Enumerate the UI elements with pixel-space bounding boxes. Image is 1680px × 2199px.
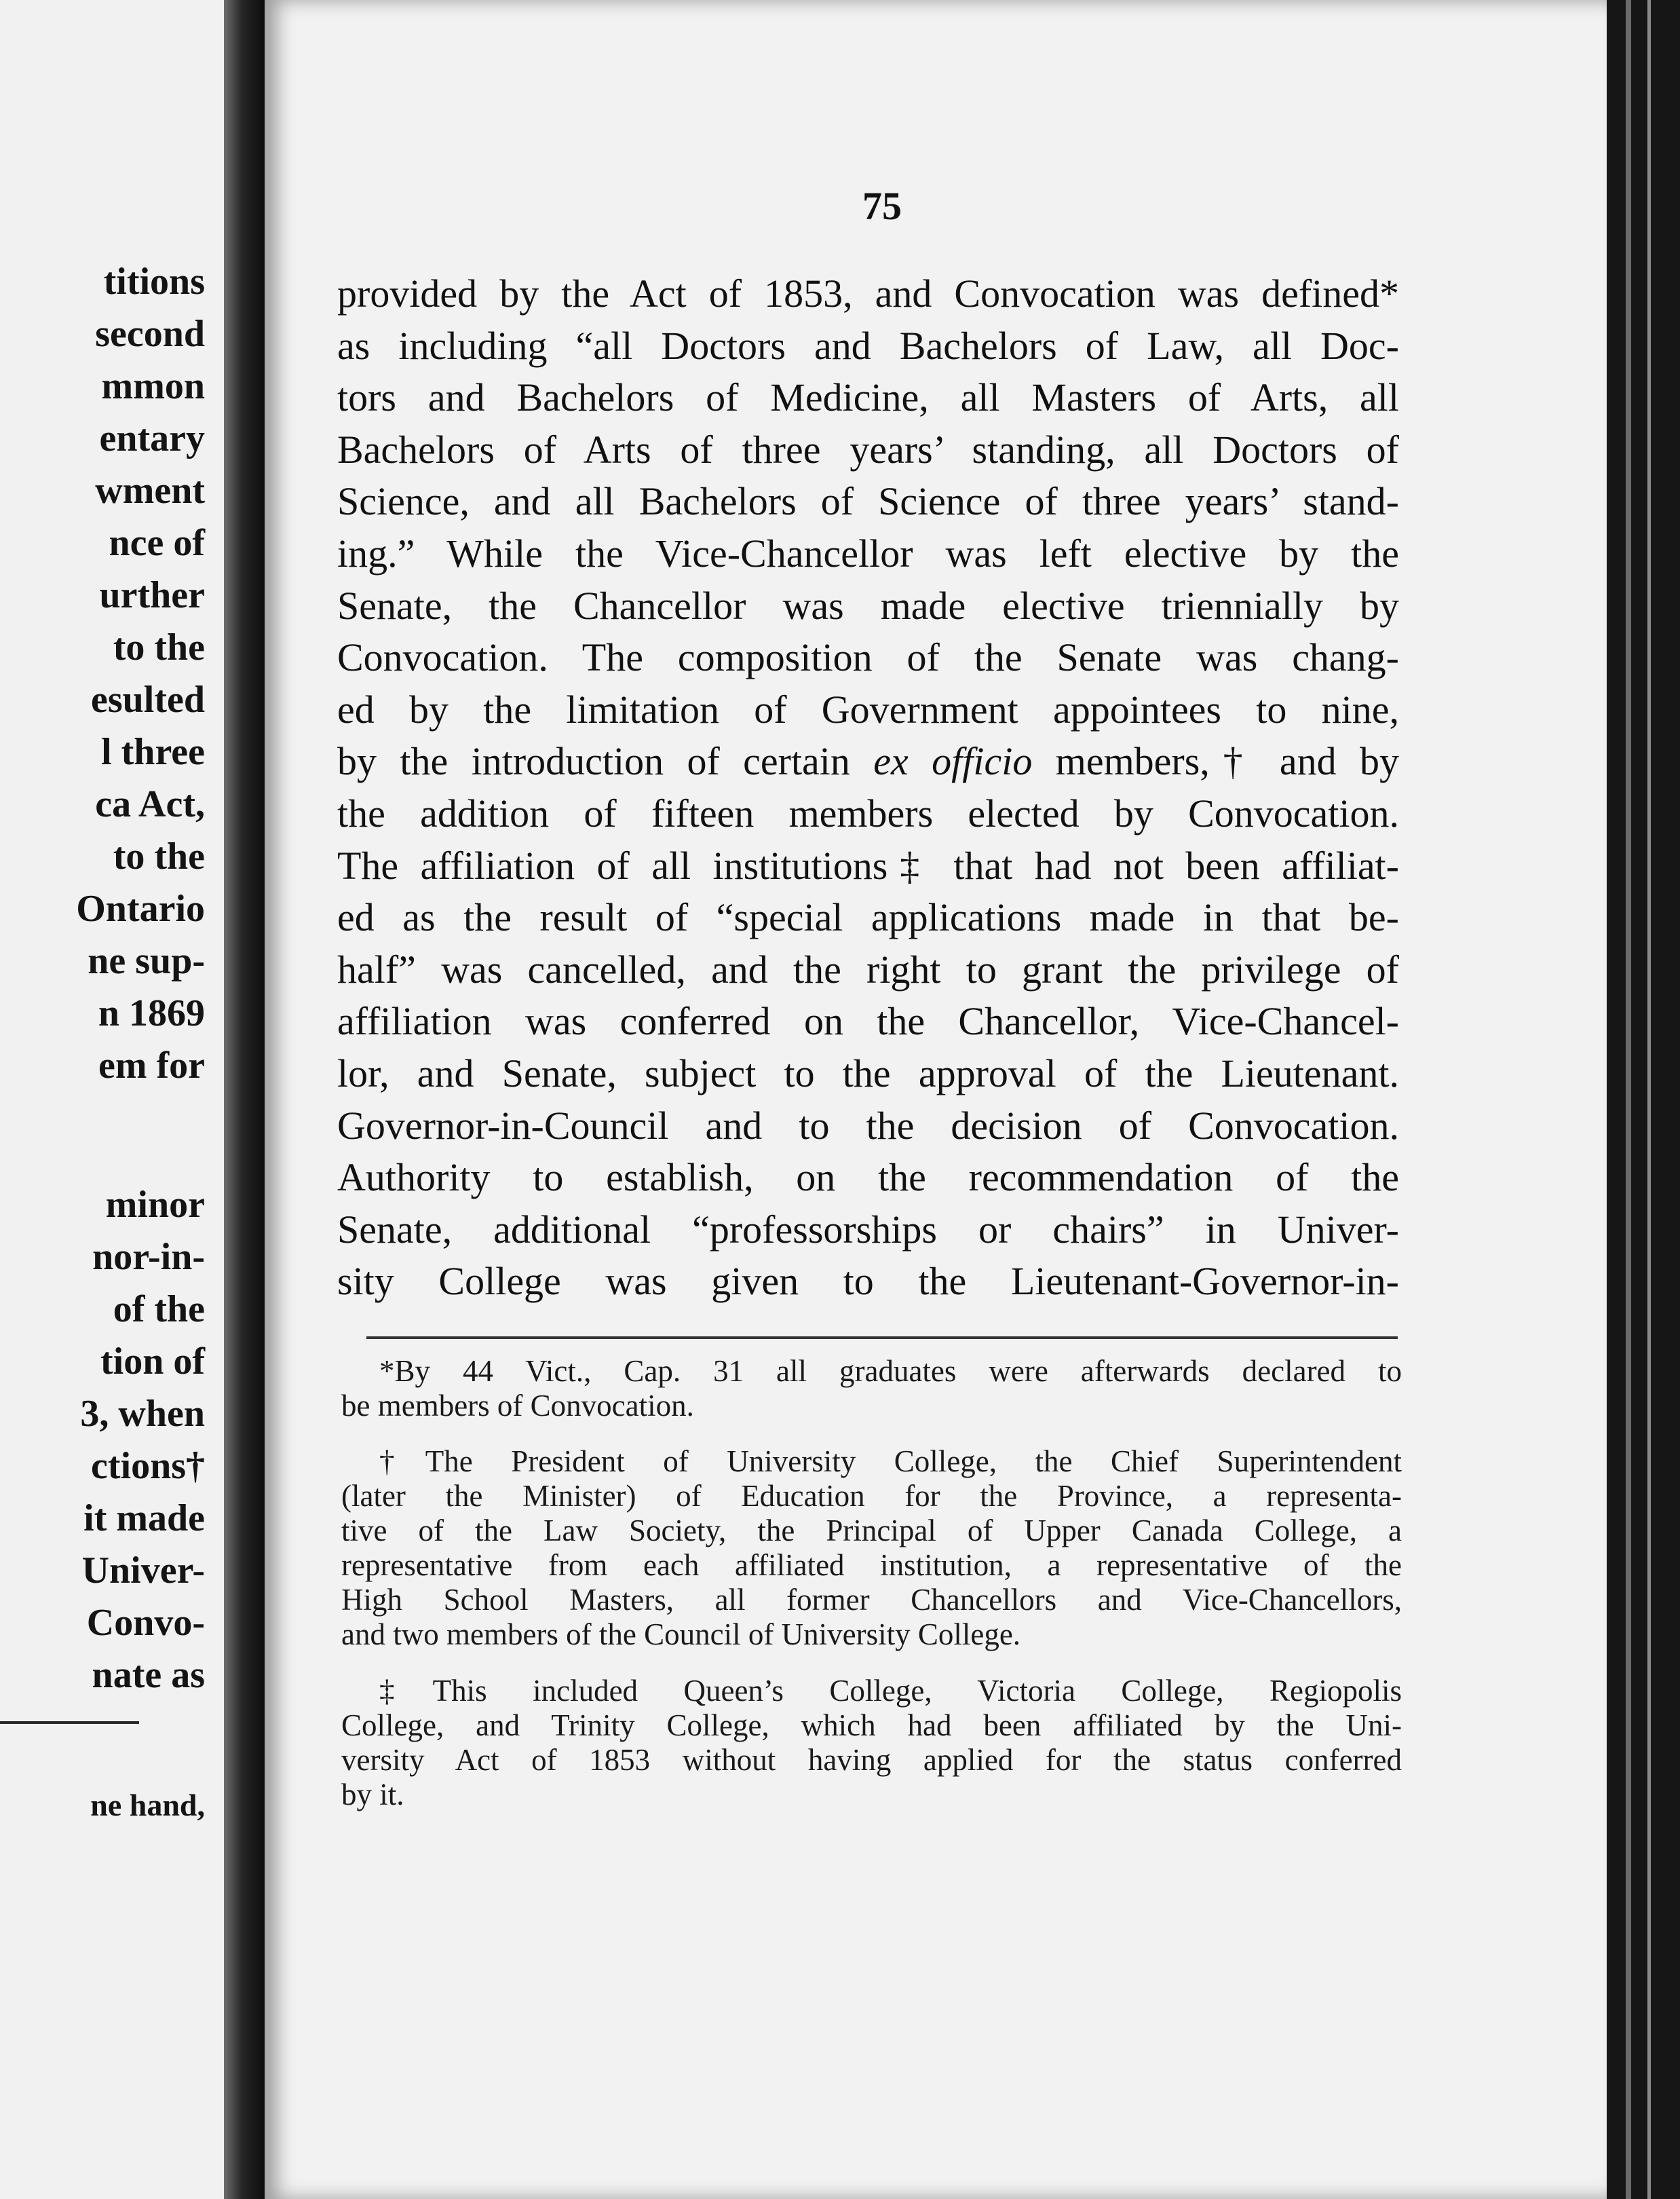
left-page-fragment: Convo- [86, 1602, 205, 1644]
footnote-line: by it. [341, 1778, 404, 1811]
left-page-fragment: titions [103, 261, 205, 303]
left-page-fragment: 3, when [80, 1393, 205, 1435]
body-line: half” was cancelled, and the right to grant the privilege of [337, 947, 1399, 992]
footnote [341, 1444, 1402, 1652]
left-page-fragment: n 1869 [98, 992, 205, 1034]
left-page-fragment: nce of [109, 522, 205, 564]
left-page-fragment: ca Act, [95, 783, 205, 825]
left-page-fragment: nate as [92, 1654, 205, 1696]
left-page-fragment: tion of [100, 1340, 205, 1383]
left-page-fragment: second [95, 313, 205, 355]
left-page-fragment: em for [98, 1045, 205, 1087]
footnote-line: *By 44 Vict., Cap. 31 all graduates were afterwards declared to [379, 1354, 1402, 1388]
page-stack-edge [1607, 0, 1680, 2199]
footnote-line: be members of Convocation. [341, 1389, 694, 1423]
left-page-fragment: to the [113, 626, 205, 669]
left-page-fragment: Ontario [76, 888, 205, 930]
left-page-footnote-fragment: ne hand, [90, 1788, 205, 1822]
body-line: ing.” While the Vice-Chancellor was left elective by the [337, 531, 1399, 576]
left-page-fragment: wment [95, 470, 205, 512]
page-stack-sheet [1626, 0, 1631, 2199]
body-line: affiliation was conferred on the Chancellor, Vice-Chancel- [337, 999, 1399, 1044]
footnote-line: High School Masters, all former Chancellors and Vice-Chancellors, [341, 1583, 1402, 1617]
footnote [341, 1354, 1402, 1423]
body-line: tors and Bachelors of Medicine, all Masters of Arts, all [337, 375, 1399, 420]
left-page-fragment: Univer- [81, 1549, 205, 1592]
left-page-fragment: entary [99, 417, 205, 459]
left-page-footnote-rule [0, 1721, 139, 1724]
body-line: ed by the limitation of Government appointees to nine, [337, 687, 1399, 732]
footnote-line: tive of the Law Society, the Principal of Upper Canada College, a [341, 1514, 1402, 1547]
left-page-fragment: nor-in- [92, 1236, 205, 1278]
footnote [341, 1674, 1402, 1812]
left-page-fragment: minor [105, 1184, 205, 1226]
body-line: as including “all Doctors and Bachelors of Law, all Doc- [337, 323, 1399, 368]
footnote-line: representative from each affiliated institution, a representative of the [341, 1548, 1402, 1582]
body-line: The affiliation of all institutions‡ that had not been affiliat- [337, 843, 1399, 888]
footnote-line: versity Act of 1853 without having applied for the status conferred [341, 1743, 1402, 1777]
body-line: Senate, the Chancellor was made elective triennially by [337, 583, 1399, 628]
body-line: sity College was given to the Lieutenant-Governor-in- [337, 1259, 1399, 1304]
left-page-fragment: l three [101, 731, 205, 773]
footnote-line: ‡This included Queen’s College, Victoria College, Regiopolis [379, 1674, 1402, 1708]
footnote-line: †The President of University College, the Chief Superintendent [379, 1444, 1402, 1478]
left-page-fragment: esulted [91, 679, 205, 721]
left-page-fragment: urther [99, 574, 205, 616]
body-line: Science, and all Bachelors of Science of three years’ stand- [337, 479, 1399, 524]
footnote-line: (later the Minister) of Education for the Province, a representa- [341, 1479, 1402, 1513]
body-line: ed as the result of “special applications made in that be- [337, 895, 1399, 940]
latin-phrase: ex officio [873, 739, 1033, 784]
body-line: Authority to establish, on the recommendation of the [337, 1155, 1399, 1200]
body-line: the addition of fifteen members elected by Convocation. [337, 791, 1399, 835]
page-number: 75 [862, 184, 902, 228]
body-line: Convocation. The composition of the Senate was chang- [337, 635, 1399, 680]
body-line: Senate, additional “professorships or chairs” in Univer- [337, 1207, 1399, 1252]
footnote-rule [366, 1336, 1398, 1339]
body-line: Bachelors of Arts of three years’ standing, all Doctors of [337, 427, 1399, 472]
body-line: Governor-in-Council and to the decision of Convocation. [337, 1103, 1399, 1148]
left-page-fragment: to the [113, 835, 205, 878]
book-gutter [224, 0, 265, 2199]
body-line: lor, and Senate, subject to the approval of the Lieutenant. [337, 1051, 1399, 1095]
left-page-edge [0, 0, 224, 2199]
left-page-fragment: of the [113, 1288, 205, 1330]
left-page-fragment: ctions† [91, 1445, 205, 1487]
footnote-line: College, and Trinity College, which had been affiliated by the Uni- [341, 1708, 1402, 1742]
left-page-fragment: it made [83, 1497, 205, 1539]
left-page-fragment: mmon [101, 365, 205, 407]
footnote-line: and two members of the Council of University College. [341, 1617, 1021, 1651]
body-line: provided by the Act of 1853, and Convocation was defined* [337, 271, 1399, 316]
page-stack-sheet [1647, 0, 1651, 2199]
body-line: by the introduction of certain ex officio members,† and by [337, 739, 1400, 784]
body-text [337, 268, 1399, 1308]
left-page-fragment: ne sup- [88, 940, 205, 982]
